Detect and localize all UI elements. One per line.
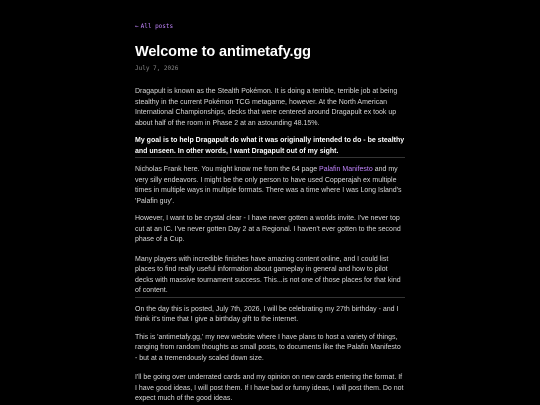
section-divider <box>135 297 405 298</box>
palafin-manifesto-link[interactable]: Palafin Manifesto <box>319 166 373 173</box>
post-container <box>135 0 539 405</box>
paragraph-text: and my very silly endeavors. I might be the only person to have used Copperajah ex multiple times in multiple ways in multiple formats. There was a time where I was Long Island's 'Palafin guy'. <box>135 166 402 205</box>
post-body <box>135 87 405 405</box>
birthday-paragraph: On the day this is posted, July 7th, 2026, I will be celebrating my 27th birthday - and I think it's time that I give a birthday gift to the internet. <box>135 305 399 323</box>
post-date: July 7, 2026 <box>135 65 179 72</box>
paragraph-text: Nicholas Frank here. You might know me from the 64 page <box>135 166 320 173</box>
back-to-all-posts-link[interactable] <box>135 22 173 31</box>
disclaimer-paragraph: However, I want to be crystal clear - I have never gotten a worlds invite. I've never top cut at an IC. I've never gotten Day 2 at a Regional. I haven't ever gotten to the second phase of a Cup. <box>135 215 401 243</box>
content-paragraph: Many players with incredible finishes have amazing content online, and I could list places to find really useful information about gameplay in general and how to pilot decks with massive tournament success. This...is not one of those places for that kind of content. <box>135 255 401 294</box>
intro-paragraph: Dragapult is known as the Stealth Pokémon. It is doing a terrible, terrible job at being stealthy in the current Pokémon TCG metagame, however. At the North American International Championships, decks that were centered around Dragapult ex took up about half of the room in Phase 2 at an astounding 48.15%. <box>135 88 398 127</box>
section-divider <box>135 157 405 158</box>
left-arrow-icon: ← <box>135 23 139 30</box>
introduction-paragraph <box>135 165 405 207</box>
website-paragraph: This is 'antimetafy.gg,' my new website where I have plans to host a variety of things, ranging from random thoughts as small posts, to documents like the Palafin Manifesto - but at a tremendously scaled down size. <box>135 333 401 362</box>
plans-paragraph: I'll be going over underrated cards and my opinion on new cards entering the format. If I have good ideas, I will post them. If I have bad or funny ideas, I will post them. Do not expect much of the good ideas. <box>135 374 404 402</box>
post-title: Welcome to antimetafy.gg <box>135 44 311 60</box>
goal-paragraph: My goal is to help Dragapult do what it was originally intended to do - be stealthy and unseen. In other words, I want Dragapult out of my sight. <box>135 137 405 155</box>
back-link-label: All posts <box>140 23 174 30</box>
